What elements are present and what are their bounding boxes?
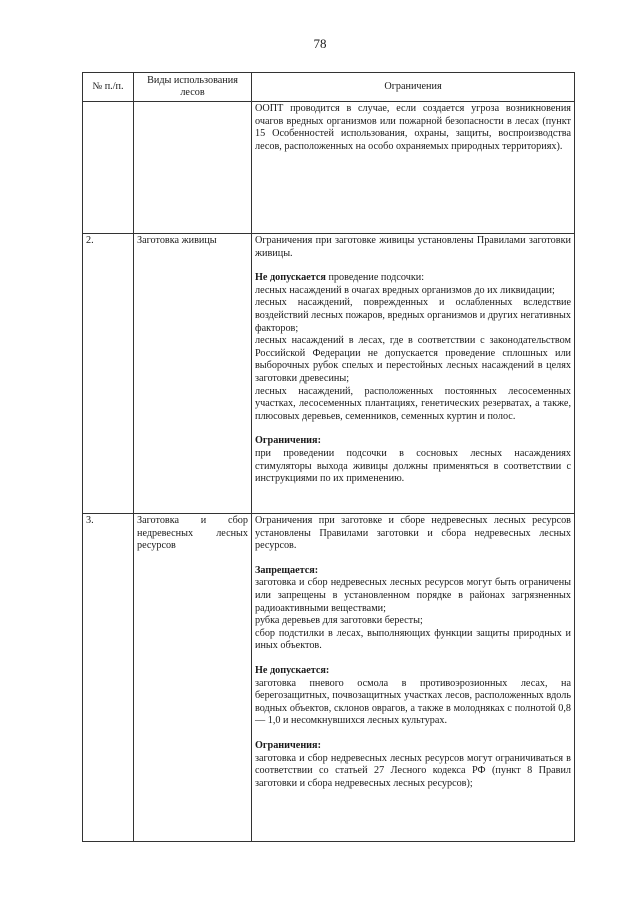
header-type: Виды использования лесов	[134, 73, 252, 102]
table-header-row	[83, 73, 575, 102]
table-row	[83, 234, 575, 514]
row-restrictions	[252, 102, 575, 234]
lead-bold-text: Не допускается	[255, 272, 326, 284]
row-number: 3.	[83, 514, 134, 842]
paragraph-gap	[255, 553, 571, 565]
paragraph: заготовка пневого осмола в противоэрозионных лесах, на берегозащитных, почвозащитных участках лесов, расположенных вдоль водных объектов, склонов оврагов, а также в молодняках с полнотой 0,8 — 1,0 и несомкнувшихся лесных культурах.	[255, 677, 571, 727]
header-restrictions: Ограничения	[252, 73, 575, 102]
row-restrictions	[252, 514, 575, 842]
table-row	[83, 102, 575, 234]
restrictions-table	[82, 72, 575, 842]
paragraph: лесных насаждений в очагах вредных организмов до их ликвидации;	[255, 284, 555, 296]
row-number: 2.	[83, 234, 134, 514]
paragraph: лесных насаждений, поврежденных и ослабленных вследствие воздействий лесных пожаров, вредных организмов и других негативных факторов;	[255, 297, 571, 334]
paragraph: заготовка и сбор недревесных лесных ресурсов могут быть ограничены или запрещены в установленном порядке в районах загрязненных радиоактивными веществами;	[255, 577, 571, 614]
row-restrictions	[252, 234, 575, 514]
lead-rest-text: проведение подсочки:	[325, 272, 425, 284]
paragraph: заготовка и сбор недревесных лесных ресурсов могут ограничиваться в соответствии со статьей 27 Лесного кодекса РФ (пункт 8 Правил заготовки и сбора недревесных лесных ресурсов);	[255, 752, 571, 789]
paragraph: сбор подстилки в лесах, выполняющих функции защиты природных и иных объектов.	[255, 627, 571, 652]
table-row	[83, 514, 575, 842]
paragraph: Ограничения при заготовке живицы установлены Правилами заготовки живицы.	[255, 235, 571, 259]
section-heading: Не допускается:	[255, 664, 330, 676]
paragraph: при проведении подсочки в сосновых лесных насаждениях стимуляторы выхода живицы должны применяться в соответствии с инструкциями по их применению.	[255, 447, 571, 485]
row-number	[83, 102, 134, 234]
paragraph-gap	[255, 728, 571, 740]
paragraph: лесных насаждений, расположенных постоянных лесосеменных участках, лесосеменных плантациях, генетических резерватах, а также, плюсовых деревьев, семенников, семенных куртин и полос.	[255, 385, 571, 422]
paragraph-gap	[255, 260, 571, 272]
row-usage-type: Заготовка живицы	[134, 234, 252, 514]
paragraph: рубка деревьев для заготовки бересты;	[255, 615, 423, 627]
section-heading: Ограничения:	[255, 435, 321, 447]
section-heading: Ограничения:	[255, 739, 321, 751]
row-usage-type	[134, 102, 252, 234]
paragraph-gap	[255, 423, 571, 435]
section-heading: Запрещается:	[255, 564, 319, 576]
paragraph: ООПТ проводится в случае, если создается угроза возникновения очагов вредных организмов или пожарной безопасности в лесах (пункт 15 Особенностей использования, охраны, защиты, воспроизводства лесов, расположенных на особо охраняемых природных территориях).	[255, 103, 571, 152]
row-usage-type: Заготовка и сбор недревесных лесных ресурсов	[134, 514, 252, 842]
page-number: 78	[313, 36, 327, 51]
paragraph: лесных насаждений в лесах, где в соответствии с законодательством Российской Федерации не допускается проведение сплошных или выборочных рубок спелых и перестойных лесных насаждений в целях заготовки древесины;	[255, 335, 571, 384]
paragraph: Ограничения при заготовке и сборе недревесных лесных ресурсов установлены Правилами заготовки и сбора недревесных лесных ресурсов.	[255, 515, 571, 552]
paragraph-gap	[255, 653, 571, 665]
lead-paragraph	[255, 272, 571, 285]
header-num: № п./п.	[83, 73, 134, 102]
